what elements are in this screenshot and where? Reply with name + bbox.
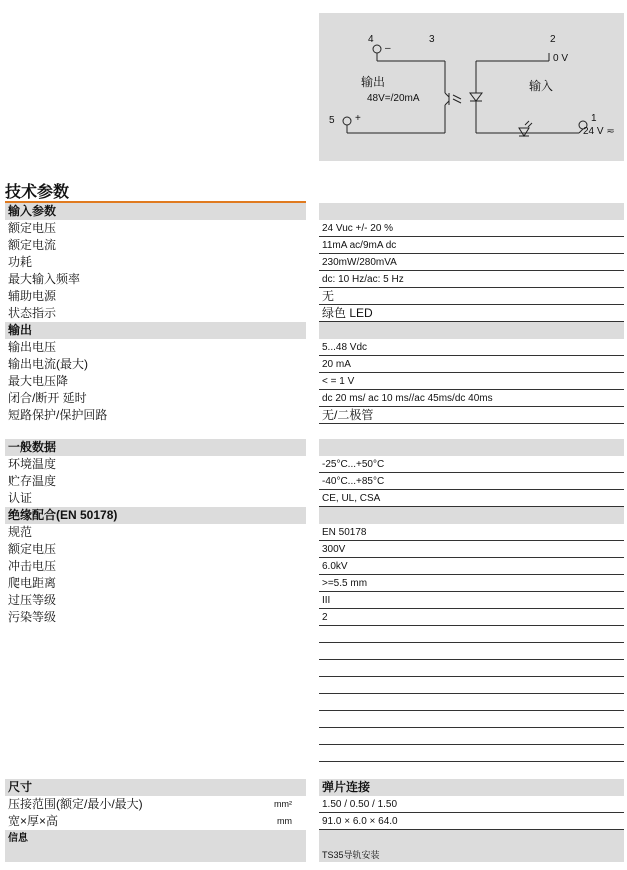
plus-label: +	[355, 113, 361, 124]
param-label: 辅助电源	[8, 289, 57, 303]
param-label: 额定电流	[8, 238, 57, 252]
section-output-header-right	[319, 322, 624, 339]
param-label: 额定电压	[8, 221, 57, 235]
dim-label	[5, 813, 306, 830]
output-label: 输出	[361, 75, 386, 89]
pin-5-label: 5	[329, 115, 335, 126]
param-value: 2	[319, 609, 624, 626]
param-value: 无/二极管	[319, 407, 624, 424]
param-value: 300V	[319, 541, 624, 558]
param-value: dc: 10 Hz/ac: 5 Hz	[319, 271, 624, 288]
param-value: -40°C...+85°C	[319, 473, 624, 490]
param-label: 贮存温度	[8, 474, 57, 488]
dim-label-text: 宽×厚×高	[8, 814, 59, 828]
param-value: 20 mA	[319, 356, 624, 373]
blank-row	[319, 745, 624, 762]
blank-row	[319, 626, 624, 643]
param-value: >=5.5 mm	[319, 575, 624, 592]
pin-2-label: 2	[550, 34, 556, 45]
param-value: dc 20 ms/ ac 10 ms//ac 45ms/dc 40ms	[319, 390, 624, 407]
param-value: -25°C...+50°C	[319, 456, 624, 473]
param-label: 污染等级	[8, 610, 57, 624]
param-label: 状态指示	[8, 306, 57, 320]
param-label: 最大输入频率	[8, 272, 81, 286]
param-label: 输出电压	[8, 340, 57, 354]
param-value: 6.0kV	[319, 558, 624, 575]
pin-4-label: 4	[368, 34, 374, 45]
blank-row	[319, 677, 624, 694]
param-label: 过压等级	[8, 593, 57, 607]
param-label: 短路保护/保护回路	[8, 408, 108, 422]
input-label: 输入	[529, 79, 554, 93]
param-value: 11mA ac/9mA dc	[319, 237, 624, 254]
terminal-4	[373, 45, 381, 53]
minus-label: –	[385, 43, 391, 54]
param-value: < = 1 V	[319, 373, 624, 390]
blank-row	[319, 643, 624, 660]
dim-label	[5, 796, 306, 813]
section-spring-connection-header: 弹片连接	[319, 779, 624, 796]
param-label: 闭合/断开 延时	[8, 391, 87, 405]
dim-label-text: 压接范围(额定/最小/最大)	[8, 797, 143, 811]
section-general-header-right	[319, 439, 624, 456]
param-value: CE, UL, CSA	[319, 490, 624, 507]
param-value: 230mW/280mVA	[319, 254, 624, 271]
param-label: 规范	[8, 525, 33, 539]
output-rating: 48V=/20mA	[367, 93, 420, 104]
dim-unit: mm	[277, 816, 292, 826]
section-general-header: 一般数据	[5, 439, 306, 456]
param-label: 环境温度	[8, 457, 57, 471]
param-value: EN 50178	[319, 524, 624, 541]
param-label: 功耗	[8, 255, 33, 269]
info-value: TS35导轨安装	[319, 830, 624, 862]
param-value: 24 Vuc +/- 20 %	[319, 220, 624, 237]
pin-1-label: 1	[591, 113, 597, 124]
terminal-5	[343, 117, 351, 125]
v24-label: 24 V ≂	[583, 126, 615, 137]
param-label: 冲击电压	[8, 559, 57, 573]
wiring-diagram	[319, 13, 624, 161]
section-insulation-header: 绝缘配合(EN 50178)	[5, 507, 306, 524]
param-label: 输出电流(最大)	[8, 357, 88, 371]
param-label: 爬电距离	[8, 576, 57, 590]
blank-row	[319, 694, 624, 711]
page-title: 技术参数	[5, 184, 70, 201]
param-value: 无	[319, 288, 624, 305]
param-label: 认证	[8, 491, 33, 505]
dim-value: 91.0 × 6.0 × 64.0	[319, 813, 624, 830]
blank-row	[319, 728, 624, 745]
pin-3-label: 3	[429, 34, 435, 45]
section-input-header: 输入参数	[5, 203, 306, 220]
dim-value: 1.50 / 0.50 / 1.50	[319, 796, 624, 813]
param-label: 最大电压降	[8, 374, 69, 388]
param-value: III	[319, 592, 624, 609]
section-dimensions-header: 尺寸	[5, 779, 306, 796]
blank-row	[319, 711, 624, 728]
param-value: 绿色 LED	[319, 305, 624, 322]
section-input-header-right	[319, 203, 624, 220]
blank-row	[319, 660, 624, 677]
param-label: 额定电压	[8, 542, 57, 556]
param-value: 5...48 Vdc	[319, 339, 624, 356]
zero-v-label: 0 V	[553, 53, 569, 64]
dim-unit: mm²	[274, 799, 292, 809]
section-insulation-header-right	[319, 507, 624, 524]
section-info-header: 信息	[5, 830, 306, 862]
section-output-header: 输出	[5, 322, 306, 339]
